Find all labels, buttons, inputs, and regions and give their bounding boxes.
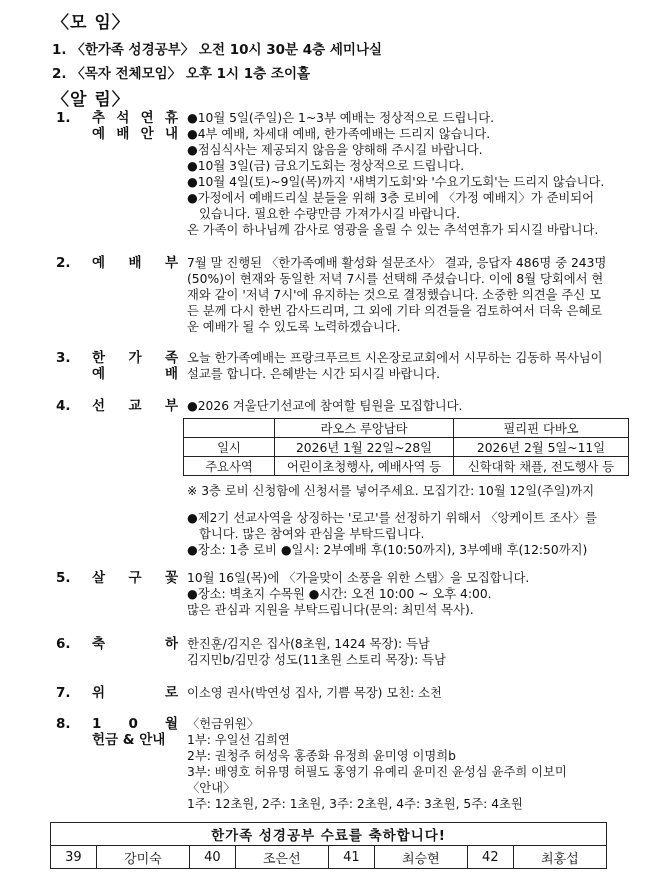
- bullet-line: ●2026 겨울단기선교에 참여할 팀원을 모집합니다.: [187, 399, 463, 413]
- bullet-line: ●제2기 선교사역을 상징하는 '로고'를 선정하기 위해서 〈앙케이트 조사〉를 합니다. 많은 참여와 관심을 부탁드립니다.: [187, 511, 597, 541]
- graduate-name: 조은선: [235, 846, 328, 869]
- table-cell: 어린이초청행사, 예배사역 등: [275, 457, 454, 476]
- label-line: [92, 350, 178, 366]
- graduation-title: 한가족 성경공부 수료를 축하합니다!: [51, 823, 607, 846]
- label-line: [92, 570, 178, 586]
- label-line: [92, 126, 178, 142]
- bullet-line: ●가정에서 예배드리실 분들을 위해 3층 로비에 〈가정 예배지〉가 준비되어 있습니다. 필요한 수량만큼 가져가시길 바랍니다.: [187, 191, 595, 221]
- notice-body: [187, 255, 607, 335]
- notice-label: [92, 636, 178, 652]
- label-text: 1 0 월: [92, 716, 178, 732]
- table-header: 라오스 루앙남타: [275, 419, 454, 438]
- label-text: 예 배 안 내: [92, 126, 178, 142]
- graduate-number: 42: [467, 846, 513, 869]
- notice-number: 3.: [56, 350, 71, 366]
- notices-heading: 〈알 림〉: [52, 90, 130, 110]
- notice-body: [187, 510, 607, 558]
- label-text: 선 교 부: [92, 398, 178, 414]
- bullet-line: ●장소: 1층 로비 ●일시: 2부예배 후(10:50까지), 3부예배 후(12:50까지): [187, 543, 588, 557]
- paragraph: 3부: 배영호 허유명 허필도 홍영기 유예리 윤미진 윤성심 윤주희 이보미: [187, 765, 567, 779]
- paragraph: 오늘 한가족예배는 프랑크푸르트 시온장로교회에서 시무하는 김동하 목사님이 설교를 합니다. 은혜받는 시간 되시길 바랍니다.: [187, 351, 603, 381]
- bullet-line: ●10월 4일(토)~9일(목)까지 '새벽기도회'와 '수요기도회'는 드리지 않습니다.: [187, 175, 605, 189]
- paragraph: 7월 말 진행된 〈한가족예배 활성화 설문조사〉 결과, 응답자 486명 중 243명(50%)이 현재와 동일한 저녁 7시를 선택해 주셨습니다. 이에 8월 당회에서 현재와 같이 '저녁 7시'에 유지하는 것으로 결정했습니다. 소중한 의견을 주신 모든 분께 다시 한번 감사드리며, 그 외에 기타 의견들을 검토하여서 더욱 은혜로운 예배가 될 수 있도록 노력하겠습니다.: [187, 256, 607, 334]
- paragraph: 한진훈/김지은 집사(8초원, 1424 목장): 득남: [187, 637, 430, 651]
- label-text: 축 하: [92, 636, 178, 652]
- mission-table: [183, 418, 629, 476]
- table-row: [184, 438, 629, 457]
- notice-label: [92, 570, 178, 586]
- notice-number: 1.: [56, 110, 71, 126]
- notice-body: [187, 350, 607, 382]
- label-text: 한 가 족: [92, 350, 178, 366]
- notice-label: [92, 398, 178, 414]
- bullet-line: ●장소: 벽초지 수목원 ●시간: 오전 10:00 ~ 오후 4:00.: [187, 587, 492, 601]
- label-line: [92, 398, 178, 414]
- table-cell: 2026년 2월 5일~11일: [454, 438, 629, 457]
- notice-body: [187, 570, 607, 618]
- table-cell: 신학대학 채플, 전도행사 등: [454, 457, 629, 476]
- paragraph: 1주: 12초원, 2주: 1초원, 3주: 2초원, 4주: 3초원, 5주: 4초원: [187, 797, 523, 811]
- graduate-name: 최홍섭: [513, 846, 606, 869]
- graduate-name: 강미숙: [96, 846, 189, 869]
- bullet-line: ●점심식사는 제공되지 않음을 양해해 주시길 바랍니다.: [187, 143, 483, 157]
- bullet-line: ●10월 5일(주일)은 1~3부 예배는 정상적으로 드립니다.: [187, 111, 495, 125]
- paragraph: 10월 16일(목)에 〈가을맞이 소풍을 위한 스탭〉을 모집합니다.: [187, 571, 530, 585]
- table-cell: 2026년 1월 22일~28일: [275, 438, 454, 457]
- meeting-item: 2. 〈목자 전체모임〉 오후 1시 1층 조이홀: [52, 66, 311, 82]
- notice-body: [187, 636, 607, 668]
- label-text: 살 구 꽃: [92, 570, 178, 586]
- paragraph: 2부: 권청주 허성욱 홍종화 유정희 윤미영 이명희b: [187, 749, 456, 763]
- table-header-row: [184, 419, 629, 438]
- bullet-line: ●10월 3일(금) 금요기도회는 정상적으로 드립니다.: [187, 159, 465, 173]
- notice-number: 2.: [56, 255, 71, 271]
- notice-label: [92, 255, 178, 271]
- table-header: [184, 419, 275, 438]
- paragraph: 많은 관심과 지원을 부탁드립니다(문의: 최민석 목사).: [187, 603, 474, 617]
- label-text: 추 석 연 휴: [92, 110, 178, 126]
- notice-label: [92, 110, 178, 142]
- notice-label: [92, 685, 178, 701]
- table-cell: 일시: [184, 438, 275, 457]
- notice-body: [187, 716, 607, 812]
- paragraph: 1부: 우일선 김희연: [187, 733, 290, 747]
- label-line: [92, 685, 178, 701]
- notice-body: [187, 685, 607, 701]
- label-text: 헌금 & 안내: [92, 732, 166, 748]
- paragraph: 이소영 권사(박연성 집사, 기쁨 목장) 모친: 소천: [187, 686, 442, 700]
- label-line: [92, 732, 178, 748]
- label-line: [92, 110, 178, 126]
- graduation-table: [50, 822, 607, 869]
- meeting-item: 1. 〈한가족 성경공부〉 오전 10시 30분 4층 세미나실: [52, 42, 383, 58]
- notice-body: [187, 398, 607, 414]
- graduate-number: 40: [189, 846, 235, 869]
- meetings-heading: 〈모 임〉: [52, 13, 130, 33]
- label-line: [92, 636, 178, 652]
- bullet-line: ●4부 예배, 차세대 예배, 한가족예배는 드리지 않습니다.: [187, 127, 491, 141]
- notice-label: [92, 716, 178, 748]
- label-text: 위 로: [92, 685, 178, 701]
- graduate-number: 41: [328, 846, 374, 869]
- table-header: 필리핀 다바오: [454, 419, 629, 438]
- notice-body: [187, 110, 607, 238]
- graduate-name: 최승현: [374, 846, 467, 869]
- paragraph: 김지민b/김민강 성도(11초원 스토리 목장): 득남: [187, 653, 446, 667]
- label-line: [92, 366, 178, 382]
- note-line: ※ 3층 로비 신청함에 신청서를 넣어주세요. 모집기간: 10월 12일(주일)까지: [187, 484, 595, 498]
- label-line: [92, 255, 178, 271]
- notice-number: 7.: [56, 685, 71, 701]
- notice-number: 5.: [56, 570, 71, 586]
- graduate-number: 39: [51, 846, 97, 869]
- notice-label: [92, 350, 178, 382]
- label-text: 예 배 부: [92, 255, 178, 271]
- graduation-row: [51, 846, 607, 869]
- notice-number: 8.: [56, 716, 71, 732]
- paragraph: 〈안내〉: [187, 781, 236, 795]
- label-text: 예 배: [92, 366, 178, 382]
- closing-line: 온 가족이 하나님께 감사로 영광을 올릴 수 있는 추석연휴가 되시길 바랍니다.: [187, 223, 599, 237]
- paragraph: 〈헌금위원〉: [187, 717, 260, 731]
- notice-number: 4.: [56, 398, 71, 414]
- notice-body: [187, 483, 607, 499]
- notice-number: 6.: [56, 636, 71, 652]
- label-line: [92, 716, 178, 732]
- table-row: [184, 457, 629, 476]
- graduation-title-row: [51, 823, 607, 846]
- table-cell: 주요사역: [184, 457, 275, 476]
